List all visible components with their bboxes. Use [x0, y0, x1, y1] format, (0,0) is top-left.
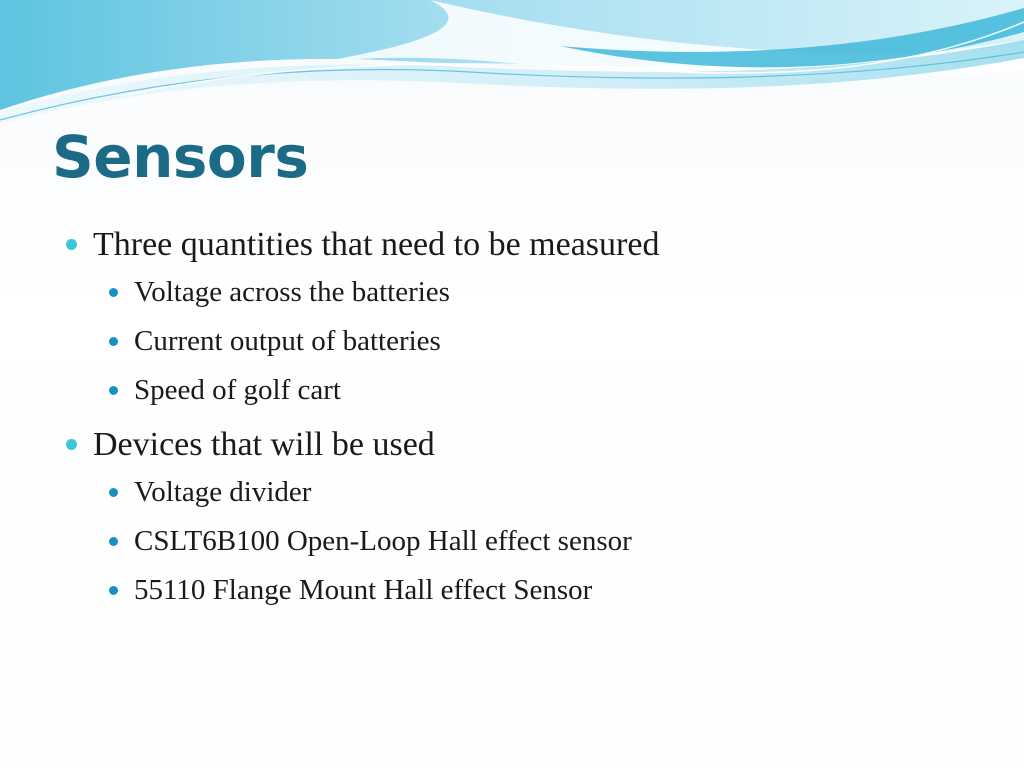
bullet-list: [60, 222, 1000, 620]
bullet-dot-icon: [109, 537, 118, 546]
bullet-text: Devices that will be used: [93, 426, 435, 463]
sub-bullet-item: [60, 522, 1000, 561]
sub-bullet-text: Speed of golf cart: [134, 374, 341, 406]
bullet-dot-icon: [109, 586, 118, 595]
sub-bullet-text: 55110 Flange Mount Hall effect Sensor: [134, 574, 593, 606]
bullet-item-quantities: [60, 222, 1000, 268]
bullet-dot-icon: [109, 488, 118, 497]
bullet-dot-icon: [66, 439, 77, 450]
sub-bullet-text: Voltage across the batteries: [134, 276, 450, 308]
bullet-dot-icon: [109, 337, 118, 346]
sub-bullet-item: [60, 473, 1000, 512]
sub-bullet-text: CSLT6B100 Open-Loop Hall effect sensor: [134, 525, 632, 557]
bullet-dot-icon: [109, 386, 118, 395]
bullet-text: Three quantities that need to be measured: [93, 226, 660, 263]
decorative-wave-header: [0, 0, 1024, 130]
bullet-item-devices: [60, 422, 1000, 468]
bullet-dot-icon: [66, 239, 77, 250]
slide-title: Sensors: [52, 123, 309, 191]
bullet-dot-icon: [109, 288, 118, 297]
sub-bullet-text: Current output of batteries: [134, 325, 441, 357]
sub-bullet-item: [60, 322, 1000, 361]
sub-bullet-text: Voltage divider: [134, 476, 312, 508]
sub-bullet-item: [60, 571, 1000, 610]
sub-bullet-item: [60, 371, 1000, 410]
sub-bullet-item: [60, 273, 1000, 312]
